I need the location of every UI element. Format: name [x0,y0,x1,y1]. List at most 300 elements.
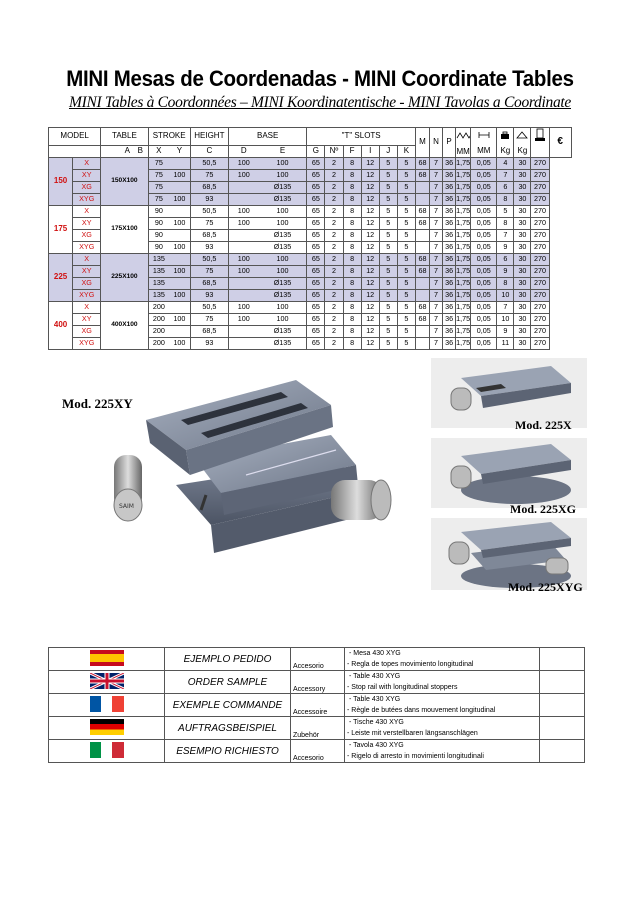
cell-e: 100 [259,157,307,169]
cell-p2: 0,05 [471,181,497,193]
cell-e: Ø135 [259,193,307,205]
cell-j: 5 [379,169,397,181]
cell-i: 12 [361,253,379,265]
header-e: E [259,145,307,157]
cell-x: 90 [148,241,169,253]
spec-row [49,205,594,217]
cell-n: 7 [429,313,442,325]
cell-y [169,205,190,217]
cell-f: 8 [343,241,361,253]
flag-it-icon [90,753,124,760]
cell-c: 93 [190,289,228,301]
header-mm2: MM [471,145,497,157]
cell-kg2: 30 [514,289,531,301]
order-row [49,740,585,763]
cell-e: 100 [259,205,307,217]
cell-i: 12 [361,301,379,313]
knob-label: SAIM [119,503,134,510]
cell-x: 75 [148,157,169,169]
weight-icon [497,128,514,146]
cell-k: 5 [397,277,415,289]
cell-e: 100 [259,265,307,277]
cell-x: 200 [148,313,169,325]
cell-y [169,277,190,289]
header-blank [531,145,549,157]
cell-p1: 1,75 [456,254,471,263]
order-table [48,647,585,763]
title-main: MINI Mesas de Coordenadas - MINI Coordinate Tables [66,66,574,91]
cell-n: 7 [429,205,442,217]
model-number: 400 [49,301,73,349]
cell-p2: 0,05 [471,205,497,217]
cell-p1: 1,75 [456,326,471,335]
cell-e: Ø135 [259,289,307,301]
cell-c: 75 [190,169,228,181]
cell-f: 8 [343,229,361,241]
cell-j: 5 [379,265,397,277]
variant: XY [73,217,101,229]
cell-i: 12 [361,325,379,337]
cell-i: 12 [361,277,379,289]
cell-n: 7 [429,181,442,193]
cell-p1: 1,75 [456,338,471,347]
cell-d [228,241,258,253]
cell-n: 7 [429,301,442,313]
cell-kg1: 11 [497,337,514,349]
cell-p2: 0,05 [471,229,497,241]
cell-kg2: 30 [514,193,531,205]
cell-kg1: 5 [497,205,514,217]
cell-p: 36 [443,253,456,265]
header-p: P [443,128,456,158]
cell-d: 100 [228,157,258,169]
cell-n: 7 [429,325,442,337]
cell-e: Ø135 [259,325,307,337]
cell-m: 68 [415,265,429,277]
cell-n: 7 [429,277,442,289]
cell-price: 270 [531,217,549,229]
cell-f: 8 [343,265,361,277]
cell-y [169,157,190,169]
cell-price: 270 [531,241,549,253]
header-table: TABLE [101,128,148,146]
cell-j: 5 [379,217,397,229]
cell-c: 68,5 [190,181,228,193]
header-j: J [379,145,397,157]
cell-no: 2 [325,157,343,169]
cell-kg1: 7 [497,301,514,313]
title-sub: MINI Tables à Coordonnées – MINI Koordinatentische - MINI Tavolas a Coordinate [68,94,571,111]
cell-d [228,181,258,193]
cell-kg2: 30 [514,157,531,169]
cell-e: 100 [259,217,307,229]
cell-n: 7 [429,229,442,241]
variant: XYG [73,241,101,253]
cell-no: 2 [325,181,343,193]
model-number: 150 [49,157,73,205]
cell-i: 12 [361,241,379,253]
cell-x: 200 [148,325,169,337]
cell-p: 36 [443,301,456,313]
cell-kg1: 8 [497,277,514,289]
cell-p2: 0,05 [471,169,497,181]
cell-m [415,337,429,349]
variant: XYG [73,337,101,349]
cell-x: 200 [148,301,169,313]
cell-p: 36 [443,325,456,337]
cell-j: 5 [379,241,397,253]
cell-p2: 0,05 [471,253,497,265]
cell-i: 12 [361,313,379,325]
header-no: Nº [325,145,343,157]
clamp-icon [531,128,549,146]
cell-d: 100 [228,169,258,181]
cell-no: 2 [325,217,343,229]
cell-d: 100 [228,301,258,313]
cell-k: 5 [397,181,415,193]
cell-kg2: 30 [514,337,531,349]
cell-price: 270 [531,181,549,193]
cell-p: 36 [443,181,456,193]
order-blank [540,671,585,694]
cell-f: 8 [343,169,361,181]
cell-p2: 0,05 [471,193,497,205]
cell-k: 5 [397,229,415,241]
cell-p2: 0,05 [471,313,497,325]
cell-p2: 0,05 [471,277,497,289]
cell-p: 36 [443,193,456,205]
table-size: 175X100 [101,205,148,253]
cell-m: 68 [415,217,429,229]
cell-m: 68 [415,313,429,325]
cell-no: 2 [325,241,343,253]
spec-row [49,253,594,265]
cell-price: 270 [531,337,549,349]
cell-g: 65 [307,217,325,229]
header-euro: € [549,128,571,158]
cell-n: 7 [429,337,442,349]
cell-p: 36 [443,277,456,289]
cell-price: 270 [531,265,549,277]
cell-p: 36 [443,169,456,181]
cell-g: 65 [307,229,325,241]
cell-g: 65 [307,241,325,253]
header-model: MODEL [49,128,101,146]
cell-kg2: 30 [514,241,531,253]
cell-price: 270 [531,313,549,325]
cell-g: 65 [307,157,325,169]
cell-j: 5 [379,277,397,289]
cell-e: Ø135 [259,337,307,349]
caption-main: Mod. 225XY [62,396,133,411]
cell-m: 68 [415,301,429,313]
cell-c: 93 [190,241,228,253]
cell-p2: 0,05 [471,301,497,313]
order-label: EJEMPLO PEDIDO [165,648,291,671]
cell-no: 2 [325,205,343,217]
cell-m: 68 [415,205,429,217]
cell-p1: 1,75 [456,182,471,191]
cell-n: 7 [429,169,442,181]
cell-g: 65 [307,253,325,265]
order-item-accessory: - Regla de topes movimiento longitudinal [347,661,474,668]
header-kg1: Kg [497,145,514,157]
cell-k: 5 [397,289,415,301]
cell-x: 75 [148,169,169,181]
cell-j: 5 [379,181,397,193]
order-row [49,717,585,740]
order-label: ORDER SAMPLE [165,671,291,694]
cell-d: 100 [228,265,258,277]
cell-y: 100 [169,337,190,349]
header-base: BASE [228,128,306,146]
cell-m: 68 [415,157,429,169]
cell-d: 100 [228,217,258,229]
cell-x: 75 [148,193,169,205]
cell-c: 50,5 [190,157,228,169]
cell-p: 36 [443,289,456,301]
cell-f: 8 [343,313,361,325]
cell-kg1: 8 [497,217,514,229]
caption-225xyg: Mod. 225XYG [508,580,583,594]
cell-f: 8 [343,325,361,337]
cell-m [415,325,429,337]
cell-g: 65 [307,277,325,289]
cell-k: 5 [397,241,415,253]
header-a: A [101,145,133,157]
flag-es-icon [90,661,124,668]
cell-price: 270 [531,325,549,337]
cell-p2: 0,05 [471,241,497,253]
order-blank [540,740,585,763]
cell-kg2: 30 [514,253,531,265]
cell-d [228,229,258,241]
cell-i: 12 [361,181,379,193]
cell-d [228,289,258,301]
header-x: X [148,145,169,157]
cell-i: 12 [361,229,379,241]
cell-i: 12 [361,169,379,181]
cell-p1: 1,75 [456,230,471,239]
header-mm: MM [456,146,470,156]
cell-y: 100 [169,265,190,277]
header-i: I [361,145,379,157]
photo-225xg [431,438,587,508]
order-blank [540,717,585,740]
cell-kg1: 10 [497,313,514,325]
spec-table [48,127,594,350]
cell-x: 135 [148,253,169,265]
accessory-label: Accesorio [291,648,345,671]
variant: XY [73,169,101,181]
cell-kg1: 9 [497,265,514,277]
cell-no: 2 [325,253,343,265]
cell-m [415,193,429,205]
cell-e: 100 [259,253,307,265]
cell-i: 12 [361,193,379,205]
variant: XG [73,325,101,337]
variant: X [73,157,101,169]
cell-g: 65 [307,313,325,325]
cell-k: 5 [397,253,415,265]
cell-j: 5 [379,337,397,349]
order-blank [540,694,585,717]
header-tslots: "T" SLOTS [307,128,416,146]
cell-j: 5 [379,193,397,205]
cell-f: 8 [343,337,361,349]
cell-f: 8 [343,253,361,265]
cell-price: 270 [531,157,549,169]
cell-j: 5 [379,205,397,217]
cell-y [169,253,190,265]
cell-i: 12 [361,205,379,217]
cell-m [415,181,429,193]
order-item-accessory: - Stop rail with longitudinal stoppers [347,684,458,691]
cell-d [228,325,258,337]
cell-x: 90 [148,217,169,229]
variant: X [73,301,101,313]
cell-p1: 1,75 [456,194,471,203]
cell-y [169,229,190,241]
photo-225xy [106,365,406,575]
cell-g: 65 [307,289,325,301]
cell-k: 5 [397,193,415,205]
cell-no: 2 [325,301,343,313]
cell-f: 8 [343,301,361,313]
order-row [49,648,585,671]
flag-fr-icon [90,707,124,714]
cell-n: 7 [429,241,442,253]
cell-k: 5 [397,325,415,337]
table-size: 150X100 [101,157,148,205]
order-label: ESEMPIO RICHIESTO [165,740,291,763]
cell-p: 36 [443,157,456,169]
header-d: D [228,145,258,157]
order-row [49,694,585,717]
cell-g: 65 [307,181,325,193]
cell-x: 135 [148,277,169,289]
precision-icon [471,128,497,146]
cell-p2: 0,05 [471,217,497,229]
cell-f: 8 [343,181,361,193]
cell-k: 5 [397,169,415,181]
cell-g: 65 [307,337,325,349]
header-g: G [307,145,325,157]
spec-row [49,157,594,169]
cell-no: 2 [325,289,343,301]
cell-c: 93 [190,193,228,205]
cell-y: 100 [169,241,190,253]
cell-i: 12 [361,337,379,349]
cell-e: Ø135 [259,229,307,241]
cell-price: 270 [531,277,549,289]
cell-d [228,193,258,205]
cell-f: 8 [343,157,361,169]
accessory-label: Accesorio [291,740,345,763]
variant: XG [73,277,101,289]
cell-p2: 0,05 [471,265,497,277]
cell-kg1: 8 [497,193,514,205]
cell-y: 100 [169,217,190,229]
variant: XY [73,265,101,277]
cell-x: 75 [148,181,169,193]
cell-y [169,181,190,193]
cell-kg2: 30 [514,205,531,217]
cell-p: 36 [443,337,456,349]
cell-p: 36 [443,229,456,241]
cell-g: 65 [307,193,325,205]
cell-y [169,301,190,313]
cell-k: 5 [397,157,415,169]
accessory-label: Zubehör [291,717,345,740]
cell-y: 100 [169,193,190,205]
order-item-accessory: - Leiste mit verstellbaren längsanschlägen [347,730,478,737]
cell-g: 65 [307,265,325,277]
cell-j: 5 [379,229,397,241]
cell-kg1: 7 [497,169,514,181]
cell-price: 270 [531,229,549,241]
order-blank [540,648,585,671]
cell-n: 7 [429,265,442,277]
cell-m [415,289,429,301]
variant: XYG [73,289,101,301]
cell-j: 5 [379,313,397,325]
cell-no: 2 [325,313,343,325]
cell-c: 68,5 [190,277,228,289]
accessory-label: Accessory [291,671,345,694]
cell-d: 100 [228,253,258,265]
cell-d [228,277,258,289]
cell-kg2: 30 [514,229,531,241]
cell-g: 65 [307,169,325,181]
order-item-table: - Tavola 430 XYG [349,742,404,749]
caption-225xg: Mod. 225XG [510,502,576,516]
order-item-accessory: - Rigelo di arresto in movimienti longitudinali [347,753,484,760]
cell-d: 100 [228,313,258,325]
accessory-label: Accessoire [291,694,345,717]
cell-p: 36 [443,241,456,253]
table-size: 400X100 [101,301,148,349]
cell-p1: 1,75 [456,278,471,287]
cell-e: Ø135 [259,181,307,193]
cell-p: 36 [443,265,456,277]
cell-no: 2 [325,277,343,289]
cell-p1: 1,75 [456,290,471,299]
cell-no: 2 [325,169,343,181]
cell-g: 65 [307,325,325,337]
cell-p2: 0,05 [471,325,497,337]
cell-p1: 1,75 [456,242,471,251]
cell-x: 90 [148,205,169,217]
cell-f: 8 [343,205,361,217]
pitch-icon [456,128,471,146]
variant: X [73,205,101,217]
cell-p1: 1,75 [456,302,471,311]
cell-kg1: 6 [497,181,514,193]
cell-k: 5 [397,301,415,313]
cell-j: 5 [379,253,397,265]
cell-p: 36 [443,217,456,229]
cell-m [415,277,429,289]
cell-m: 68 [415,253,429,265]
cell-kg2: 30 [514,325,531,337]
cell-k: 5 [397,313,415,325]
header-y: Y [169,145,190,157]
header-model-sub [49,145,101,157]
cell-kg1: 10 [497,289,514,301]
cell-p1: 1,75 [456,170,471,179]
cell-p: 36 [443,313,456,325]
